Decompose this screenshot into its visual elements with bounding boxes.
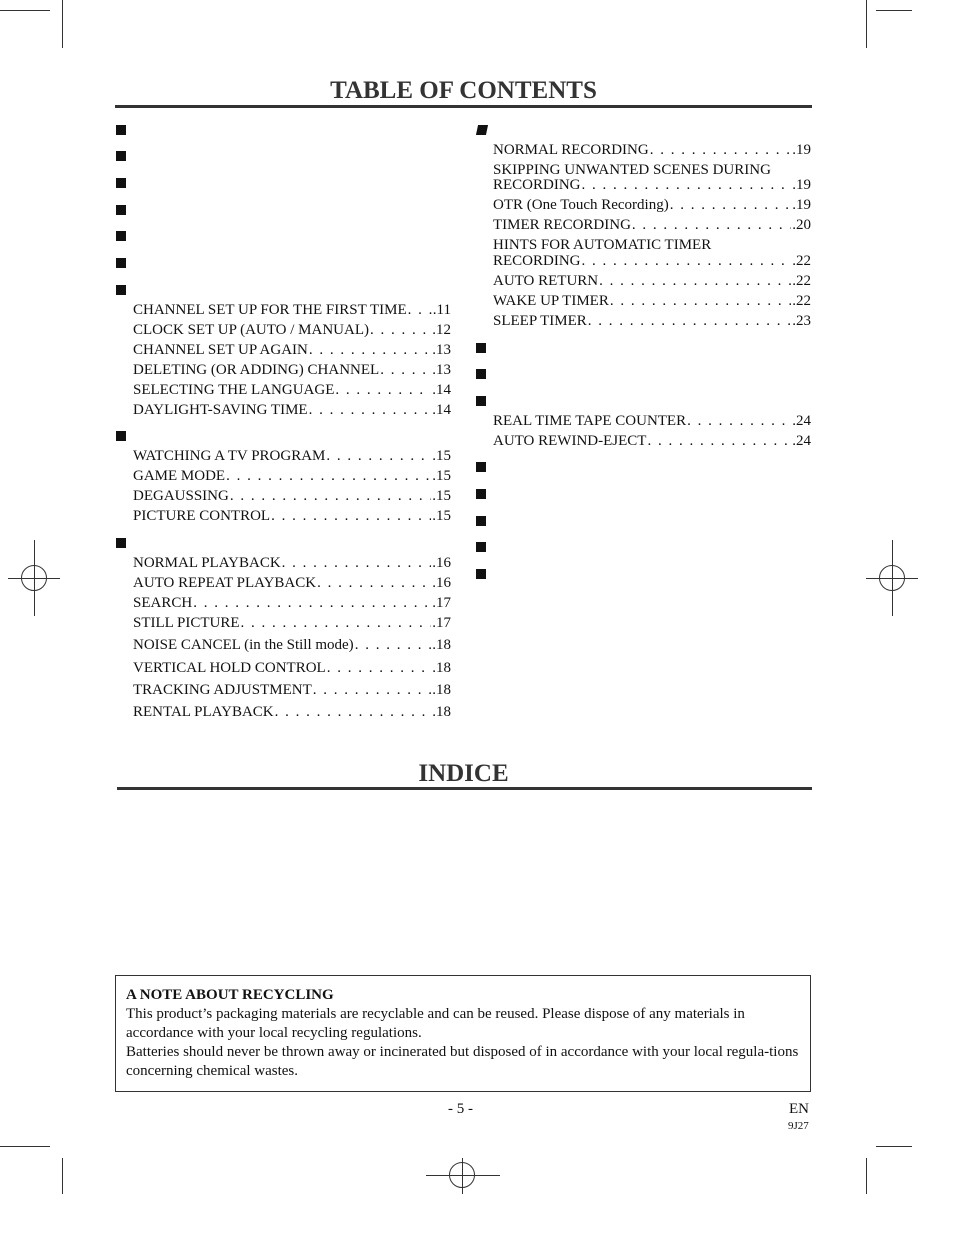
toc-entry[interactable]: RECORDING . . . .19: [493, 177, 811, 193]
crop-mark: [62, 0, 63, 48]
section-bullet-icon: [116, 285, 126, 295]
toc-entry[interactable]: REAL TIME TAPE COUNTER . . . .24: [493, 413, 811, 429]
registration-circle: [879, 565, 905, 591]
toc-entry[interactable]: RECORDING . . . .22: [493, 253, 811, 269]
section-bullet-icon: [476, 569, 486, 579]
crop-mark: [866, 1158, 867, 1194]
crop-mark: [0, 1146, 50, 1147]
toc-entry[interactable]: DEGAUSSING . . . .15: [133, 488, 451, 504]
toc-entry[interactable]: PICTURE CONTROL . . . .15: [133, 508, 451, 524]
indice-rule: [117, 787, 812, 790]
crop-mark: [866, 0, 867, 48]
section-bullet-icon: [116, 538, 126, 548]
section-bullet-icon: [116, 151, 126, 161]
toc-entry[interactable]: CHANNEL SET UP AGAIN . . . .13: [133, 342, 451, 358]
toc-entry[interactable]: TRACKING ADJUSTMENT . . . .18: [133, 682, 451, 698]
toc-entry[interactable]: OTR (One Touch Recording) . . . .19: [493, 197, 811, 213]
section-bullet-icon: [116, 258, 126, 268]
section-bullet-icon: [476, 343, 486, 353]
toc-entry[interactable]: NORMAL RECORDING . . . .19: [493, 142, 811, 158]
section-bullet-icon: [476, 125, 488, 135]
toc-entry-line: HINTS FOR AUTOMATIC TIMER: [493, 237, 712, 253]
section-bullet-icon: [476, 369, 486, 379]
section-bullet-icon: [116, 205, 126, 215]
crop-mark: [62, 1158, 63, 1194]
toc-entry[interactable]: AUTO RETURN . . . .22: [493, 273, 811, 289]
toc-entry[interactable]: DELETING (OR ADDING) CHANNEL . . . .13: [133, 362, 451, 378]
section-bullet-icon: [476, 542, 486, 552]
toc-entry[interactable]: CLOCK SET UP (AUTO / MANUAL) . . . .12: [133, 322, 451, 338]
toc-entry[interactable]: AUTO REPEAT PLAYBACK . . . .16: [133, 575, 451, 591]
toc-entry[interactable]: SLEEP TIMER . . . .23: [493, 313, 811, 329]
toc-entry[interactable]: RENTAL PLAYBACK . . . .18: [133, 704, 451, 720]
section-bullet-icon: [476, 516, 486, 526]
section-bullet-icon: [116, 125, 126, 135]
crop-mark: [876, 1146, 912, 1147]
note-paragraph: This product’s packaging materials are recyclable and can be reused. Please dispose of any materials in accordance with your local recycling regulations.: [126, 1006, 745, 1041]
note-title: A NOTE ABOUT RECYCLING: [126, 987, 334, 1003]
section-bullet-icon: [116, 178, 126, 188]
toc-entry[interactable]: NORMAL PLAYBACK . . . .16: [133, 555, 451, 571]
toc-entry[interactable]: CHANNEL SET UP FOR THE FIRST TIME . . . .11: [133, 302, 451, 318]
language-code: EN: [789, 1101, 809, 1117]
recycling-note: [115, 975, 811, 1092]
toc-entry[interactable]: NOISE CANCEL (in the Still mode) . . . .18: [133, 637, 451, 653]
registration-circle: [21, 565, 47, 591]
toc-entry[interactable]: WAKE UP TIMER . . . .22: [493, 293, 811, 309]
toc-entry[interactable]: WATCHING A TV PROGRAM . . . .15: [133, 448, 451, 464]
section-bullet-icon: [476, 489, 486, 499]
crop-mark: [0, 10, 50, 11]
page-number: - 5 -: [448, 1101, 473, 1117]
toc-entry[interactable]: TIMER RECORDING . . . .20: [493, 217, 811, 233]
toc-entry[interactable]: SELECTING THE LANGUAGE . . . .14: [133, 382, 451, 398]
registration-circle: [449, 1162, 475, 1188]
toc-entry[interactable]: AUTO REWIND-EJECT . . . .24: [493, 433, 811, 449]
toc-entry[interactable]: GAME MODE . . . .15: [133, 468, 451, 484]
toc-entry-line: SKIPPING UNWANTED SCENES DURING: [493, 162, 771, 178]
title-rule: [115, 105, 812, 108]
section-bullet-icon: [476, 462, 486, 472]
toc-entry[interactable]: SEARCH . . . .17: [133, 595, 451, 611]
toc-entry[interactable]: VERTICAL HOLD CONTROL . . . .18: [133, 660, 451, 676]
indice-title: INDICE: [418, 760, 509, 787]
section-bullet-icon: [116, 231, 126, 241]
document-code: 9J27: [788, 1120, 809, 1132]
page-title: TABLE OF CONTENTS: [330, 77, 597, 104]
note-paragraph: Batteries should never be thrown away or incinerated but disposed of in accordance with your local regula-tions concerning chemical wastes.: [126, 1044, 799, 1079]
toc-entry[interactable]: STILL PICTURE . . . .17: [133, 615, 451, 631]
section-bullet-icon: [476, 396, 486, 406]
crop-mark: [876, 10, 912, 11]
section-bullet-icon: [116, 431, 126, 441]
toc-entry[interactable]: DAYLIGHT-SAVING TIME . . . .14: [133, 402, 451, 418]
